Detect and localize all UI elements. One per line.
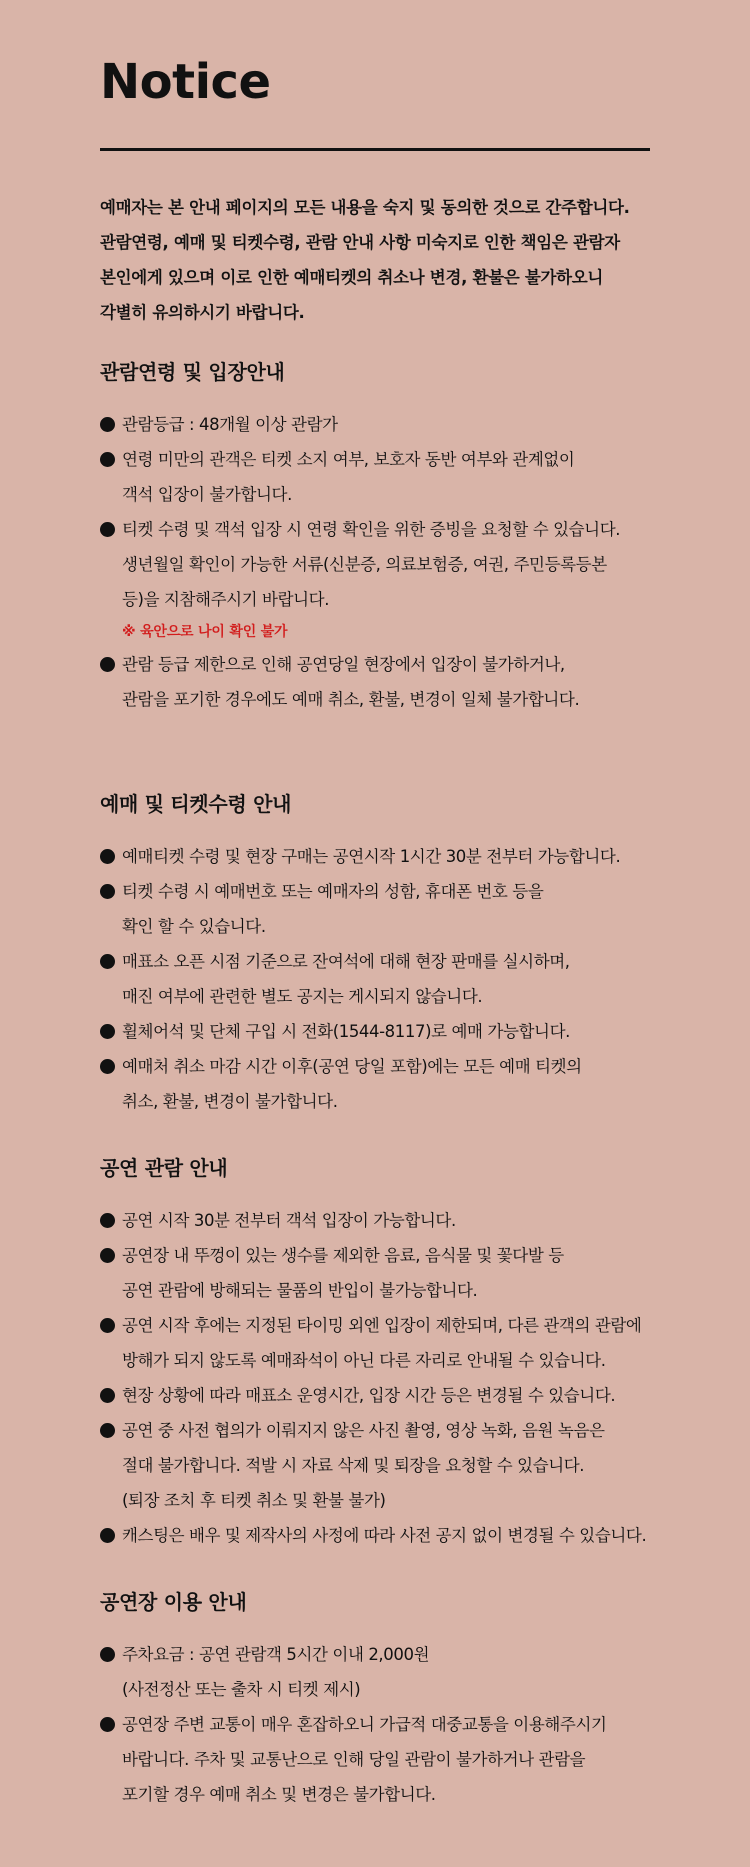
item-line: 주차요금 : 공연 관람객 5시간 이내 2,000원	[122, 1645, 430, 1664]
bullet-icon	[100, 1388, 115, 1403]
bullet-icon	[100, 1423, 115, 1438]
section-performance-viewing	[100, 1153, 700, 1553]
intro-paragraph	[100, 190, 660, 330]
item-line: 관람을 포기한 경우에도 예매 취소, 환불, 변경이 일체 불가합니다.	[122, 690, 580, 709]
item-line: 확인 할 수 있습니다.	[122, 917, 266, 936]
item-line: 매진 여부에 관련한 별도 공지는 게시되지 않습니다.	[122, 987, 483, 1006]
list-item	[100, 839, 700, 874]
item-line: 캐스팅은 배우 및 제작사의 사정에 따라 사전 공지 없이 변경될 수 있습니다.	[122, 1526, 647, 1545]
item-line: (퇴장 조치 후 티켓 취소 및 환불 불가)	[122, 1491, 386, 1510]
item-line: 방해가 되지 않도록 예매좌석이 아닌 다른 자리로 안내될 수 있습니다.	[122, 1351, 606, 1370]
item-line: (사전정산 또는 출차 시 티켓 제시)	[122, 1680, 361, 1699]
section-title: 공연 관람 안내	[100, 1156, 228, 1180]
item-line: 공연장 주변 교통이 매우 혼잡하오니 가급적 대중교통을 이용해주시기	[122, 1715, 607, 1734]
section-venue-usage	[100, 1587, 700, 1812]
list-item	[100, 1308, 700, 1378]
item-line: 관람등급 : 48개월 이상 관람가	[122, 415, 338, 434]
bullet-icon	[100, 1528, 115, 1543]
list-item	[100, 647, 700, 717]
item-line: 티켓 수령 시 예매번호 또는 예매자의 성함, 휴대폰 번호 등을	[122, 882, 544, 901]
bullet-icon	[100, 452, 115, 467]
list-item	[100, 1049, 700, 1119]
list-item	[100, 1637, 700, 1707]
section-title: 공연장 이용 안내	[100, 1590, 247, 1614]
item-line: 취소, 환불, 변경이 불가합니다.	[122, 1092, 338, 1111]
warning-note: ※ 육안으로 나이 확인 불가	[122, 624, 288, 640]
bullet-icon	[100, 1213, 115, 1228]
bullet-icon	[100, 1024, 115, 1039]
list-item	[100, 1378, 700, 1413]
list-item	[100, 407, 700, 442]
list-item	[100, 1014, 700, 1049]
intro-line: 각별히 유의하시기 바랍니다.	[100, 303, 305, 322]
list-item	[100, 1238, 700, 1308]
bullet-icon	[100, 1717, 115, 1732]
section-title: 관람연령 및 입장안내	[100, 360, 285, 384]
list-item	[100, 1203, 700, 1238]
bullet-icon	[100, 884, 115, 899]
item-line: 바랍니다. 주차 및 교통난으로 인해 당일 관람이 불가하거나 관람을	[122, 1750, 586, 1769]
item-line: 연령 미만의 관객은 티켓 소지 여부, 보호자 동반 여부와 관계없이	[122, 450, 575, 469]
bullet-icon	[100, 657, 115, 672]
list-item	[100, 1707, 700, 1812]
intro-line: 본인에게 있으며 이로 인한 예매티켓의 취소나 변경, 환불은 불가하오니	[100, 268, 604, 287]
section-age-entry	[100, 357, 700, 717]
bullet-icon	[100, 954, 115, 969]
list-item	[100, 442, 700, 512]
item-line: 절대 불가합니다. 적발 시 자료 삭제 및 퇴장을 요청할 수 있습니다.	[122, 1456, 585, 1475]
item-line: 포기할 경우 예매 취소 및 변경은 불가합니다.	[122, 1785, 436, 1804]
intro-line: 예매자는 본 안내 페이지의 모든 내용을 숙지 및 동의한 것으로 간주합니다.	[100, 198, 630, 217]
bullet-icon	[100, 1248, 115, 1263]
page-title: Notice	[100, 54, 271, 110]
item-line: 매표소 오픈 시점 기준으로 잔여석에 대해 현장 판매를 실시하며,	[122, 952, 570, 971]
list-item	[100, 512, 700, 647]
item-line: 공연 시작 후에는 지정된 타이밍 외엔 입장이 제한되며, 다른 관객의 관람에	[122, 1316, 642, 1335]
item-line: 생년월일 확인이 가능한 서류(신분증, 의료보험증, 여권, 주민등록등본	[122, 555, 607, 574]
item-line: 공연 시작 30분 전부터 객석 입장이 가능합니다.	[122, 1211, 456, 1230]
bullet-icon	[100, 522, 115, 537]
intro-line: 관람연령, 예매 및 티켓수령, 관람 안내 사항 미숙지로 인한 책임은 관람자	[100, 233, 620, 252]
item-line: 관람 등급 제한으로 인해 공연당일 현장에서 입장이 불가하거나,	[122, 655, 565, 674]
title-divider	[100, 148, 650, 151]
item-line: 공연장 내 뚜껑이 있는 생수를 제외한 음료, 음식물 및 꽃다발 등	[122, 1246, 564, 1265]
bullet-icon	[100, 417, 115, 432]
section-booking-ticket	[100, 789, 700, 1119]
bullet-icon	[100, 849, 115, 864]
list-item	[100, 1413, 700, 1518]
item-line: 공연 중 사전 협의가 이뤄지지 않은 사진 촬영, 영상 녹화, 음원 녹음은	[122, 1421, 605, 1440]
item-line: 예매티켓 수령 및 현장 구매는 공연시작 1시간 30분 전부터 가능합니다.	[122, 847, 621, 866]
list-item	[100, 944, 700, 1014]
item-line: 예매처 취소 마감 시간 이후(공연 당일 포함)에는 모든 예매 티켓의	[122, 1057, 582, 1076]
section-title: 예매 및 티켓수령 안내	[100, 792, 292, 816]
list-item	[100, 1518, 700, 1553]
item-line: 휠체어석 및 단체 구입 시 전화(1544-8117)로 예매 가능합니다.	[122, 1022, 570, 1041]
item-line: 공연 관람에 방해되는 물품의 반입이 불가능합니다.	[122, 1281, 478, 1300]
item-line: 객석 입장이 불가합니다.	[122, 485, 292, 504]
list-item	[100, 874, 700, 944]
item-line: 등)을 지참해주시기 바랍니다.	[122, 590, 330, 609]
bullet-icon	[100, 1318, 115, 1333]
item-line: 현장 상황에 따라 매표소 운영시간, 입장 시간 등은 변경될 수 있습니다.	[122, 1386, 616, 1405]
bullet-icon	[100, 1059, 115, 1074]
item-line: 티켓 수령 및 객석 입장 시 연령 확인을 위한 증빙을 요청할 수 있습니다.	[122, 520, 621, 539]
bullet-icon	[100, 1647, 115, 1662]
